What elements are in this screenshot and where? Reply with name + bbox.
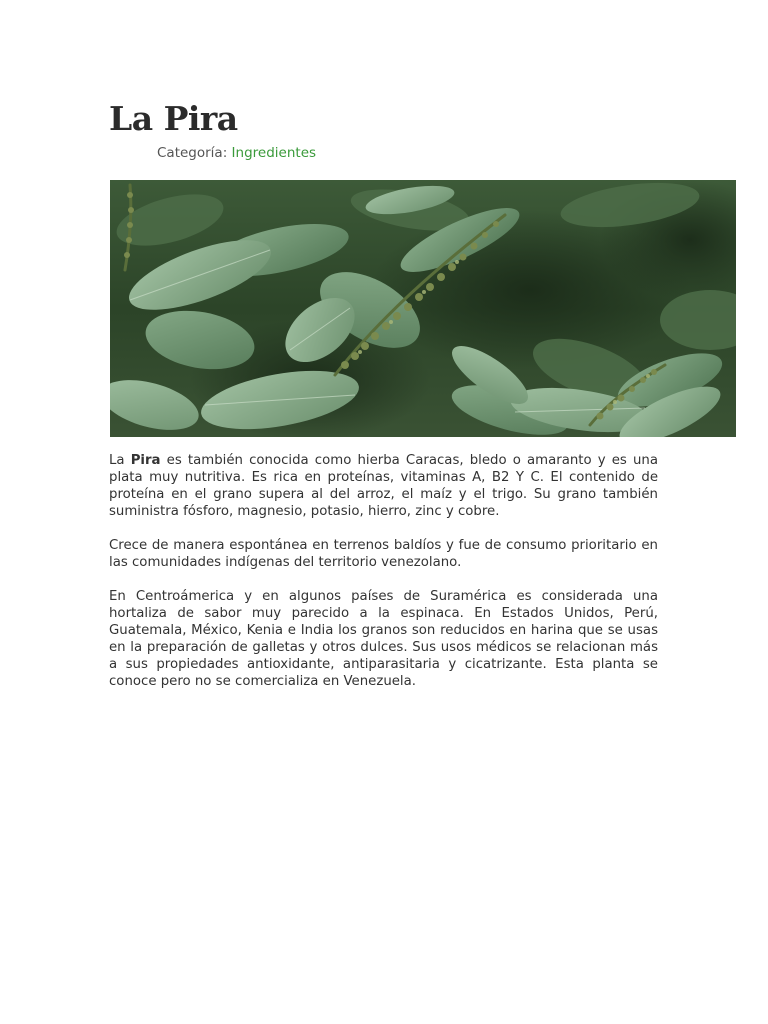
category-line (157, 145, 316, 162)
paragraph-uses: En Centroámerica y en algunos países de Suramérica es considerada una hortaliza de sabor muy parecido a la espinaca. En Estados Unidos, Perú, Guatemala, México, Kenia e India los granos son reducidos en harina que se usas en la preparación de galletas y otros dulces. Sus usos médicos se relacionan más a sus propiedades antioxidante, antiparasitaria y cicatrizante. Esta planta se conoce pero no se comercializa en Venezuela. (109, 589, 658, 689)
page-title: La Pira (109, 99, 238, 138)
paragraph-habitat: Crece de manera espontánea en terrenos baldíos y fue de consumo prioritario en las comunidades indígenas del territorio venezolano. (109, 538, 658, 570)
paragraph-intro-start: La (109, 453, 131, 468)
amaranth-plant-photo (110, 180, 736, 437)
highlight-term: Pira (130, 453, 161, 468)
paragraph-intro-rest: es también conocida como hierba Caracas, bledo o amaranto y es una plata muy nutritiva. Es rica en proteínas, vitaminas A, B2 Y C. El contenido de proteína en el grano supera al del arroz, el maíz y el trigo. Su grano también suministra fósforo, magnesio, potasio, hierro, zinc y cobre. (109, 453, 658, 519)
category-label: Categoría: (157, 145, 228, 161)
category-link[interactable]: Ingredientes (231, 145, 317, 161)
article-body (109, 452, 658, 707)
paragraph-intro (109, 452, 658, 520)
